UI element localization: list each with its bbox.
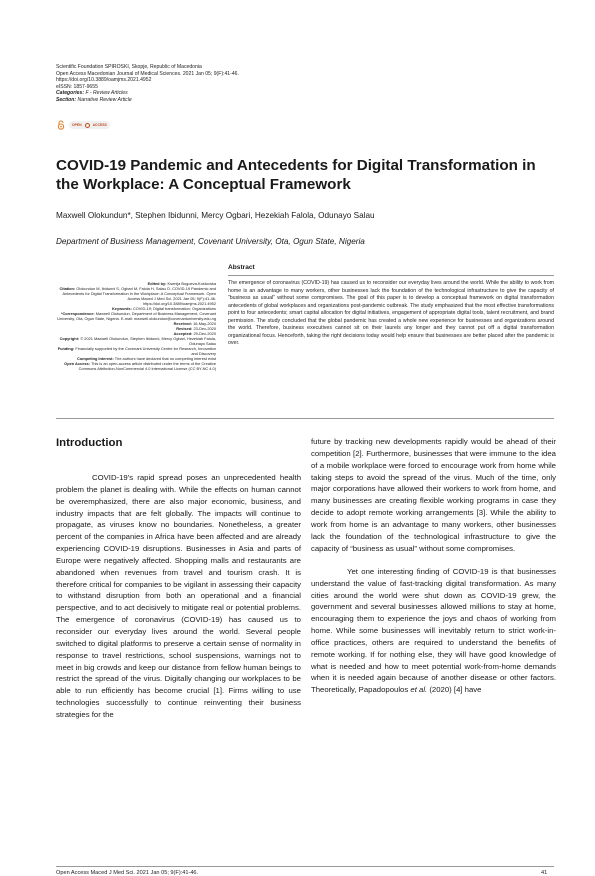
sidebar-value: © 2021 Maxwell Olokundun, Stephen Ibidunni, Mercy Ogbari, Hezekiah Falola, Odunayo Salau [79,336,216,346]
footer-citation: Open Access Maced J Med Sci. 2021 Jan 05; 9(F):41-46. [56,870,199,876]
issn-line: eISSN: 1857-9655 [56,83,98,90]
article-header [56,64,239,104]
sidebar-value: This is an open-access article distributed under the terms of the Creative Commons Attribution-NonCommercial 4.0 International License (CC BY-NC 4.0) [78,361,216,371]
sidebar-value: Maxwell Olokundun, Department of Business Management, Covenant University, Ota, Ogun State, Nigeria. E-mail: maxwell.olokundun@covenantuniversity.edu.ng [57,311,216,321]
sidebar-value: 23-Dec-2020 [192,326,216,331]
sidebar-value: Financially supported by the Covenant University Centre for Research, Innovation and Discovery [74,346,216,356]
paragraph-text: Yet one interesting finding of COVID-19 is that businesses understand the value of fast-tracking digital transformation. As many cities around the world were shut down as COVID-19 grew, the government and several businesses allowed millions to stay at home, encouraging them to experience the joys and chaos of working from home. While some businesses will inevitably return to strict work-in-office practices, others are required to understand the benefits of remote working. If for nothing else, they will have good knowledge of what is needed and how to meet potential work-from-home demands when it is needed again because of another disease or other factors. Theoretically, Papadopoulos [311,566,556,695]
open-access-badge [56,120,110,130]
abstract-heading: Abstract [228,264,255,271]
sidebar-item-copyright [56,336,216,346]
paragraph [311,566,556,696]
introduction-heading: Introduction [56,437,123,449]
body-column-left [56,472,301,721]
sidebar-label: Copyright: [59,336,80,341]
sidebar-item-citation [56,286,216,306]
affiliation: Department of Business Management, Covenant University, Ota, Ogun State, Nigeria [56,237,365,246]
journal-line: Open Access Macedonian Journal of Medical Sciences. 2021 Jan 05; 9(F):41-46. [56,70,239,77]
sidebar-value: Ksenija Bogoeva-Kostovska [166,281,216,286]
sidebar-label: Accepted: [173,331,193,336]
sidebar-item-funding [56,346,216,356]
sidebar-value: 29-Dec-2020 [192,331,216,336]
page-number: 41 [541,870,548,876]
paragraph-text: (2020) [4] have [427,685,482,695]
sidebar-label: Received: [173,321,192,326]
sidebar-label: Citation: [59,286,76,291]
sidebar-label: Edited by: [147,281,167,286]
section-value: Narrative Review Article [77,96,132,103]
paragraph: future by tracking new developments rapidly would be ahead of their competition [2]. Furthermore, businesses that were immune to the idea of a mobile workplace were forced to encourage work from home while taking steps to avoid the spread of the virus. Much of the time, only major corporations have allowed their workers to work from home, and many businesses are creating flexible working programs in case they decide to adopt remote working arrangements [3]. While the ability to work from home is an advantage to many workers, other businesses lack the foundation of the technological infrastructure to give the capacity of “business as usual” without some compromises. [311,437,556,553]
sidebar-value: 16-May-2020 [191,321,216,326]
abstract-divider [228,275,554,276]
categories-line [56,90,239,97]
categories-label: Categories: [56,90,85,97]
open-access-pill [69,121,110,129]
article-title: COVID-19 Pandemic and Antecedents for Digital Transformation in the Workplace: A Conceptual Framework [56,157,536,193]
sidebar-item-correspondence [56,311,216,321]
section-label: Section: [56,96,77,103]
section-line [56,97,239,104]
footer-divider [56,866,554,867]
sidebar-label: Open Access: [64,361,90,366]
open-access-dot-icon [85,123,90,128]
publisher-line: Scientific Foundation SPIROSKI, Skopje, Republic of Macedonia [56,64,202,70]
sidebar-label: Competing Interest: [77,356,114,361]
section-divider [56,418,554,419]
sidebar-label: Revised: [176,326,193,331]
sidebar-value: Olokundun M, Ibidunni S, Ogbari M, Falola H, Salau O. COVID-19 Pandemic and Antecedents for Digital Transformation in the Workplace: A Conceptual Framework. Open Access Maced J Med Sci. 2021 Jan 05; 9(F):41-46. https://doi.org/10.3889/oamjms.2021.4952 [62,286,216,306]
categories-value: F - Review Articles [85,90,128,97]
paragraph: COVID-19's rapid spread poses an unprecedented health problem the planet is dealing with. While the effects on human cannot be overemphasized, there are also major economic, business, and industry impacts that are felt globally. The impacts will continue to propagate, as viruses know no boundaries. Nonetheless, a greater percent of the companies in Africa have been affected and are already experiencing COVID-19 disruptions. Businesses in Asia and parts of Europe were negatively affected. Shopping malls and restaurants are abandoned when revenues from travel and tourism crash. It is therefore critical for companies to be vigilant in assessing their capacity to withstand disruption from both an operational and a financial perspective, and to act decisively to mitigate real or potential problems. The emergence of coronavirus (COVID-19) has caused us to reconsider our everyday lives around the world. Several people switched to digital platforms to preserve a certain sense of normality in response to travel restrictions, school suspensions, warnings not to meet in big crowds and keep our distance from fellow human beings to restrict the spread of the virus. Digitally changing our workplaces to be able to run efficiently has become crucial [1]. Firms willing to use technologies successfully to continue reinventing their business strategies for the [56,473,301,719]
article-info-sidebar [56,281,216,371]
doi-link[interactable]: https://doi.org/10.3889/oamjms.2021.4952 [56,77,152,84]
sidebar-item-open-access [56,361,216,371]
access-label: ACCESS [92,123,107,127]
open-access-lock-icon [56,120,66,130]
sidebar-label: Funding: [57,346,75,351]
paragraph-emphasis: et al. [410,685,428,695]
abstract-text: The emergence of coronavirus (COVID-19) has caused us to reconsider our everyday lives around the world. While the ability to work from home is an advantage to many workers, other businesses lack the foundation of the technological infrastructure to give the capacity of “business as usual” without some compromises. The goal of this paper is to develop a conceptual framework on digital transformation antecedents of global workplaces and organizations post-pandemic outbreak. The study emphasized that the most effective transformations point to four antecedents; smart capital allocation for digital initiatives, engagement of appropriate digital tools, talent recruitment, and brand permission. The study concluded that the global pandemic has created a whole new experience for businesses and organizations around the world. Therefore, business executives cannot sit on their laurels any longer and they cannot put off a digital transformation organizational focus. Henceforth, taking the right decisions today would help ensure that businesses are better placed after the pandemic is over. [228,280,554,347]
body-column-right [311,436,556,696]
sidebar-value: COVID-19; Digital transformation; Organizations [131,306,216,311]
sidebar-label: *Correspondence: [60,311,95,316]
author-list: Maxwell Olokundun*, Stephen Ibidunni, Mercy Ogbari, Hezekiah Falola, Odunayo Salau [56,211,375,220]
sidebar-value: The authors have declared that no competing interest exist [113,356,216,361]
open-label: OPEN [72,123,82,127]
sidebar-label: Keywords: [111,306,132,311]
